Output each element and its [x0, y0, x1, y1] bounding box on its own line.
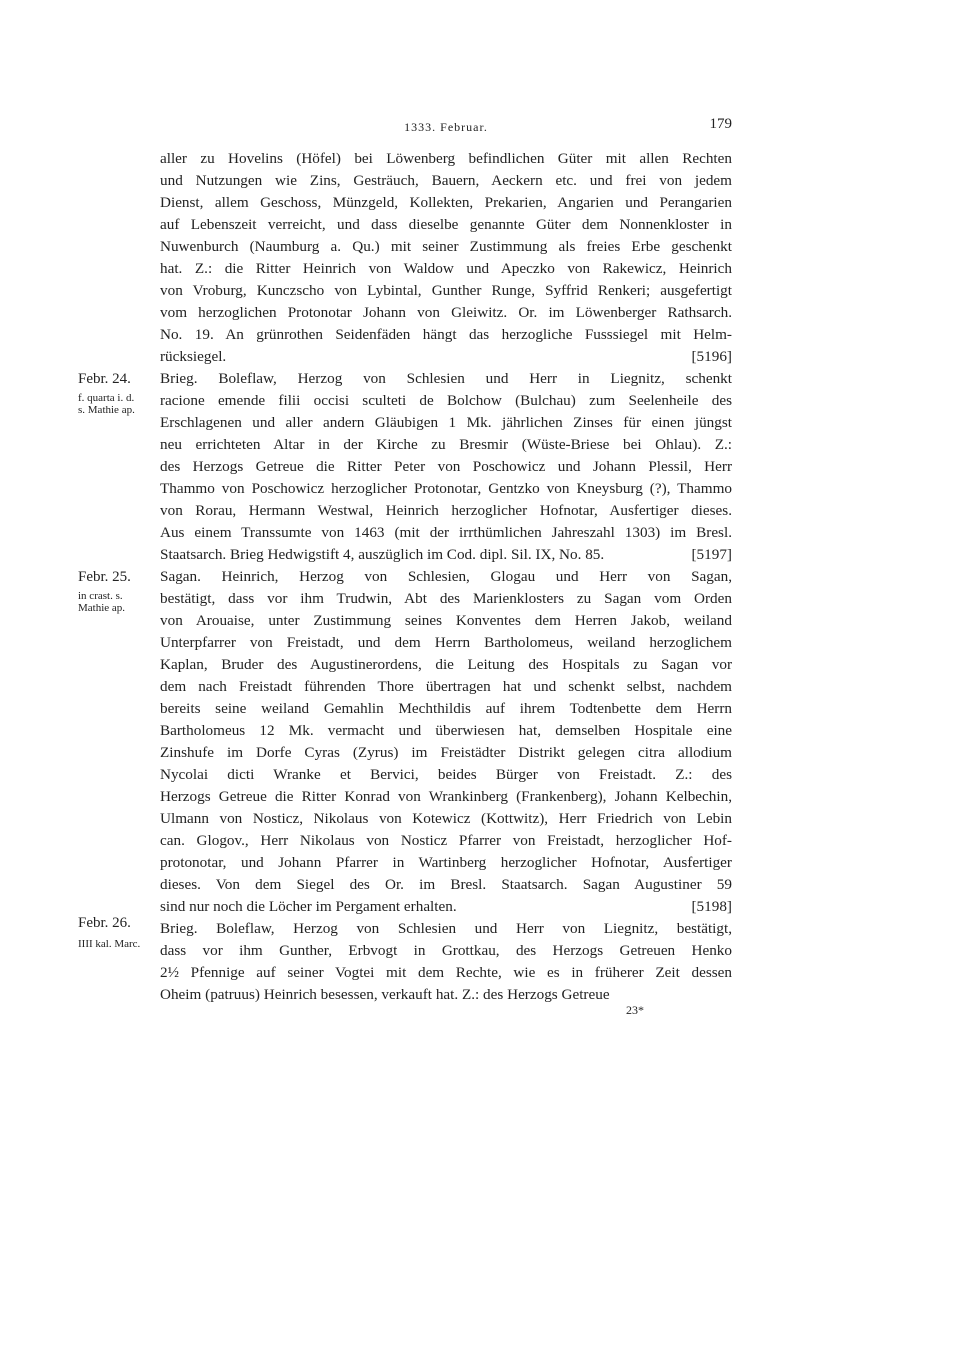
- line-text: protonotar, und Johann Pfarrer in Wartinberg herzoglicher Hofnotar, Ausfertiger: [160, 854, 732, 871]
- running-head: 1333. Februar.: [404, 120, 488, 134]
- margin-feast-1b: s. Mathie ap.: [78, 404, 135, 416]
- text-line: [160, 324, 732, 346]
- line-text: rücksiegel.: [160, 348, 227, 365]
- line-text: Brieg. Boleflaw, Herzog von Schlesien und Herr von Liegnitz, bestätigt,: [160, 920, 732, 937]
- line-text: Sagan. Heinrich, Herzog von Schlesien, Glogau und Herr von Sagan,: [160, 568, 732, 585]
- text-line: [160, 962, 732, 984]
- reference-number: [5198]: [691, 898, 732, 915]
- text-line: [160, 918, 732, 940]
- text-line: [160, 566, 732, 588]
- line-text: Kaplan, Bruder des Augustinerordens, die Leitung des Hospitals zu Sagan vor: [160, 656, 732, 673]
- line-text: Brieg. Boleflaw, Herzog von Schlesien und Herr in Liegnitz, schenkt: [160, 370, 732, 387]
- margin-date-1: Febr. 24.: [78, 371, 131, 387]
- text-line: [160, 236, 732, 258]
- text-line: [160, 302, 732, 324]
- margin-date-3: Febr. 26.: [78, 915, 131, 931]
- line-text: bestätigt, dass vor ihm Trudwin, Abt des Marienklosters zu Sagan vom Orden: [160, 590, 732, 607]
- text-line: [160, 522, 732, 544]
- margin-feast-1: f. quarta i. d.: [78, 392, 135, 404]
- line-text: Bartholomeus 12 Mk. vermacht und überwiesen hat, demselben Hospitale eine: [160, 722, 732, 739]
- text-line: [160, 192, 732, 214]
- page-header: [160, 116, 732, 140]
- line-text: dieses. Von dem Siegel des Or. im Bresl. Staatsarch. Sagan Augustiner 59: [160, 876, 732, 893]
- text-line: [160, 412, 732, 434]
- line-text: Nycolai dicti Wranke et Bervici, beides Bürger von Freistadt. Z.: des: [160, 766, 732, 783]
- line-text: Dienst, allem Geschoss, Münzgeld, Kollekten, Prekarien, Angarien und Perangarien: [160, 194, 732, 211]
- reference-number: [5197]: [691, 546, 732, 563]
- text-line: [160, 764, 732, 786]
- line-text: dem nach Freistadt führenden Thore übertragen hat und schenkt selbst, nachdem: [160, 678, 732, 695]
- line-text: Zinshufe im Dorfe Cyras (Zyrus) im Freistädter Distrikt gelegen citra allodium: [160, 744, 732, 761]
- line-text: Staatsarch. Brieg Hedwigstift 4, auszüglich im Cod. dipl. Sil. IX, No. 85.: [160, 546, 605, 563]
- line-text: can. Glogov., Herr Nikolaus von Nosticz Pfarrer von Freistadt, herzoglicher Hof-: [160, 832, 732, 849]
- text-line: [160, 698, 732, 720]
- text-line: [160, 456, 732, 478]
- text-line: [160, 500, 732, 522]
- line-text: Thammo von Poschowicz herzoglicher Protonotar, Gentzko von Kneysburg (?), Thammo: [160, 480, 732, 497]
- text-line: [160, 170, 732, 192]
- text-line: [160, 434, 732, 456]
- line-text: racione emende filii occisi sculteti de Bolchow (Bulchau) zum Seelenheile des: [160, 392, 732, 409]
- line-text: auf Lebenszeit verreicht, und dass dieselbe genannte Güter dem Nonnenkloster in: [160, 216, 732, 233]
- line-text: neu errichteten Altar in der Kirche zu Bresmir (Wüste-Briese bei Ohlau). Z.:: [160, 436, 732, 453]
- line-text: von Arouaise, unter Zustimmung seines Konventes dem Herren Jakob, weiland: [160, 612, 732, 629]
- line-text: des Herzogs Getreue die Ritter Peter von Poschowicz und Johann Plessil, Herr: [160, 458, 732, 475]
- text-line: [160, 346, 732, 368]
- sheet-signature: 23*: [626, 1003, 644, 1017]
- text-line: [160, 720, 732, 742]
- text-line: [160, 610, 732, 632]
- text-line: [160, 258, 732, 280]
- text-line: [160, 214, 732, 236]
- line-text: von Rorau, Hermann Westwal, Heinrich herzoglicher Hofnotar, Ausfertiger dieses.: [160, 502, 732, 519]
- text-line: [160, 544, 732, 566]
- text-line: [160, 852, 732, 874]
- text-line: [160, 984, 732, 1006]
- line-text: und Nutzungen wie Zins, Gesträuch, Bauern, Aeckern etc. und frei von jedem: [160, 172, 732, 189]
- text-line: [160, 588, 732, 610]
- margin-feast-3: IIII kal. Marc.: [78, 938, 141, 950]
- text-line: [160, 808, 732, 830]
- text-line: [160, 676, 732, 698]
- text-line: [160, 654, 732, 676]
- line-text: No. 19. An grünrothen Seidenfäden hängt das herzogliche Fusssiegel mit Helm-: [160, 326, 732, 343]
- line-text: sind nur noch die Löcher im Pergament erhalten.: [160, 898, 457, 915]
- text-line: [160, 280, 732, 302]
- line-text: 2½ Pfennige auf seiner Vogtei mit dem Rechte, wie es in früherer Zeit dessen: [160, 964, 732, 981]
- text-line: [160, 940, 732, 962]
- line-text: aller zu Hovelins (Höfel) bei Löwenberg befindlichen Güter mit allen Rechten: [160, 150, 732, 167]
- text-line: [160, 390, 732, 412]
- line-text: dass vor ihm Gunther, Erbvogt in Grottkau, des Herzogs Getreuen Henko: [160, 942, 732, 959]
- text-line: [160, 478, 732, 500]
- page-number: 179: [709, 116, 732, 132]
- line-text: Oheim (patruus) Heinrich besessen, verkauft hat. Z.: des Herzogs Getreue: [160, 986, 610, 1003]
- line-text: Nuwenburch (Naumburg a. Qu.) mit seiner Zustimmung als freies Erbe geschenkt: [160, 238, 732, 255]
- text-line: [160, 896, 732, 918]
- line-text: Herzogs Getreue die Ritter Konrad von Wrankinberg (Frankenberg), Johann Kelbechin,: [160, 788, 732, 805]
- text-line: [160, 830, 732, 852]
- margin-feast-2b: Mathie ap.: [78, 602, 126, 614]
- line-text: Aus einem Transsumte von 1463 (mit der irrthümlichen Jahreszahl 1303) im Bresl.: [160, 524, 732, 541]
- line-text: Erschlagenen und aller andern Gläubigen 1 Mk. jährlichen Zinses für einen jüngst: [160, 414, 732, 431]
- line-text: von Vroburg, Kunczscho von Lybintal, Gunther Runge, Syffrid Renkeri; ausgefertigt: [160, 282, 732, 299]
- text-line: [160, 632, 732, 654]
- reference-number: [5196]: [691, 348, 732, 365]
- text-line: [160, 368, 732, 390]
- text-line: [160, 874, 732, 896]
- text-line: [160, 148, 732, 170]
- margin-feast-2: in crast. s.: [78, 590, 123, 602]
- text-line: [160, 742, 732, 764]
- line-text: vom herzoglichen Protonotar Johann von Gleiwitz. Or. im Löwenberger Rathsarch.: [160, 304, 732, 321]
- line-text: hat. Z.: die Ritter Heinrich von Waldow und Apeczko von Rakewicz, Heinrich: [160, 260, 732, 277]
- margin-date-2: Febr. 25.: [78, 569, 131, 585]
- line-text: Ulmann von Nosticz, Nikolaus von Kotewicz (Kottwitz), Herr Friedrich von Lebin: [160, 810, 732, 827]
- line-text: Unterpfarrer von Freistadt, und dem Herrn Bartholomeus, weiland herzoglichem: [160, 634, 732, 651]
- text-line: [160, 786, 732, 808]
- line-text: bereits seine weiland Gemahlin Mechthildis auf ihrem Todtenbette dem Herrn: [160, 700, 732, 717]
